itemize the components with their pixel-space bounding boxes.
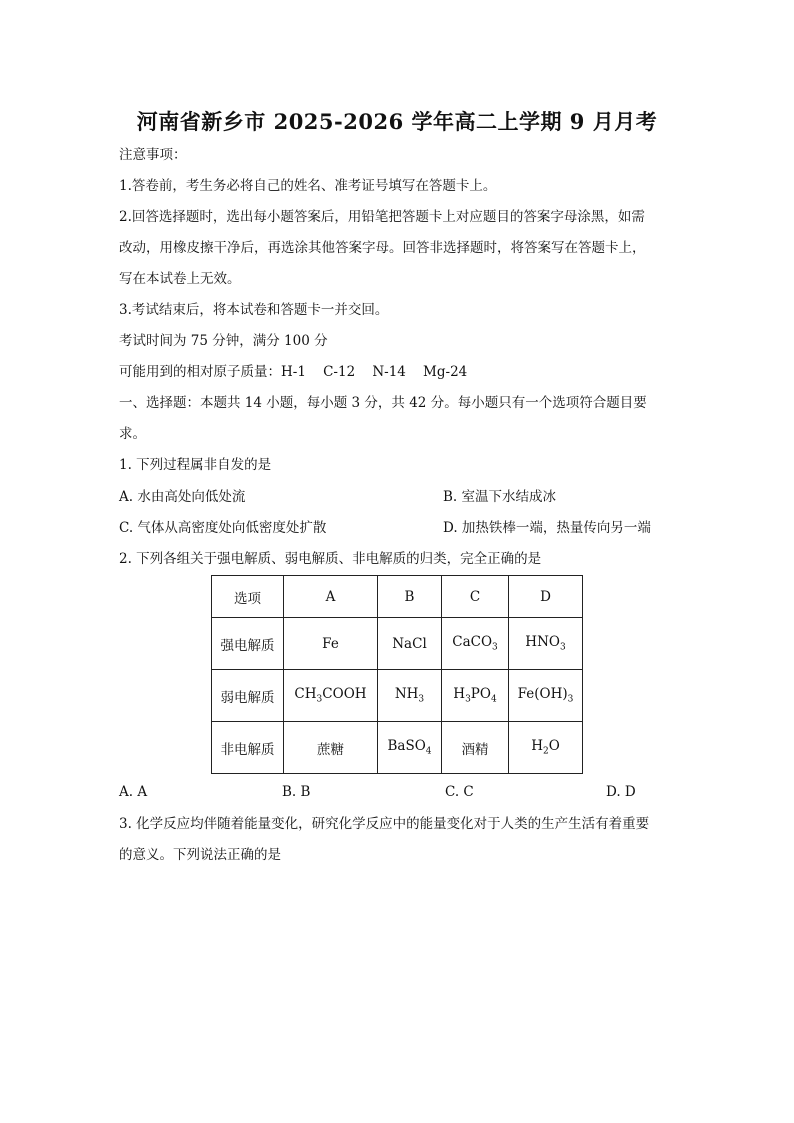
question-3-stem-line-1: 3. 化学反应均伴随着能量变化，研究化学反应中的能量变化对于人类的生产生活有着重要 — [119, 816, 650, 832]
electrolyte-table — [211, 575, 583, 774]
section-1-heading-line-1: 一、选择题：本题共 14 小题，每小题 3 分，共 42 分。每小题只有一个选项符合题目要 — [119, 395, 647, 411]
row-label: 弱电解质 — [212, 670, 284, 722]
table-row — [212, 670, 583, 722]
table-header-cell: C — [442, 576, 509, 618]
question-1-option-a: A. 水由高处向低处流 — [119, 489, 246, 505]
table-row — [212, 722, 583, 774]
row-label: 非电解质 — [212, 722, 284, 774]
table-cell: $HNO_3$ — [509, 618, 583, 670]
exam-title: 河南省新乡市 2025-2026 学年高二上学期 9 月月考 — [136, 109, 658, 134]
table-header-cell: A — [284, 576, 378, 618]
table-cell: $NH_3$ — [378, 670, 442, 722]
question-1-option-d: D. 加热铁棒一端，热量传向另一端 — [443, 520, 651, 536]
note-item-2-line-1: 2.回答选择题时，选出每小题答案后，用铅笔把答题卡上对应题目的答案字母涂黑，如需 — [119, 209, 645, 225]
question-2-option-c: C. C — [445, 784, 474, 800]
table-cell: BaSO$_4$ — [378, 722, 442, 774]
note-item-2-line-3: 写在本试卷上无效。 — [119, 271, 241, 287]
table-cell: Fe — [284, 618, 378, 670]
table-cell: NaCl — [378, 618, 442, 670]
question-3-stem-line-2: 的意义。下列说法正确的是 — [119, 847, 281, 863]
section-1-heading-line-2: 求。 — [119, 426, 146, 442]
note-item-1: 1.答卷前，考生务必将自己的姓名、准考证号填写在答题卡上。 — [119, 178, 497, 194]
table-cell: 酒精 — [442, 722, 509, 774]
question-2-option-a: A. A — [119, 784, 148, 800]
table-cell: $H_3PO_4$ — [442, 670, 509, 722]
table-header-cell: 选项 — [212, 576, 284, 618]
atomic-mass-info: 可能用到的相对原子质量：H-1 C-12 N-14 Mg-24 — [119, 364, 468, 380]
table-header-row — [212, 576, 583, 618]
table-cell: $CH_3COOH$ — [284, 670, 378, 722]
question-2-option-d: D. D — [606, 784, 636, 800]
note-item-2-line-2: 改动，用橡皮擦干净后，再选涂其他答案字母。回答非选择题时，将答案写在答题卡上， — [119, 240, 646, 256]
table-row — [212, 618, 583, 670]
question-1-stem: 1. 下列过程属非自发的是 — [119, 457, 272, 473]
note-item-3: 3.考试结束后，将本试卷和答题卡一并交回。 — [119, 302, 389, 318]
question-1-option-c: C. 气体从高密度处向低密度处扩散 — [119, 520, 327, 536]
notes-heading: 注意事项： — [119, 147, 187, 163]
exam-time: 考试时间为 75 分钟，满分 100 分 — [119, 333, 328, 349]
question-2-stem: 2. 下列各组关于强电解质、弱电解质、非电解质的归类，完全正确的是 — [119, 551, 542, 567]
table-header-cell: B — [378, 576, 442, 618]
table-cell: $Fe(OH)_3$ — [509, 670, 583, 722]
table-cell: $H_2O$ — [509, 722, 583, 774]
question-2-option-b: B. B — [282, 784, 311, 800]
row-label: 强电解质 — [212, 618, 284, 670]
table-cell: CaCO$_3$ — [442, 618, 509, 670]
table-cell: 蔗糖 — [284, 722, 378, 774]
question-1-option-b: B. 室温下水结成冰 — [443, 489, 557, 505]
table-header-cell: D — [509, 576, 583, 618]
